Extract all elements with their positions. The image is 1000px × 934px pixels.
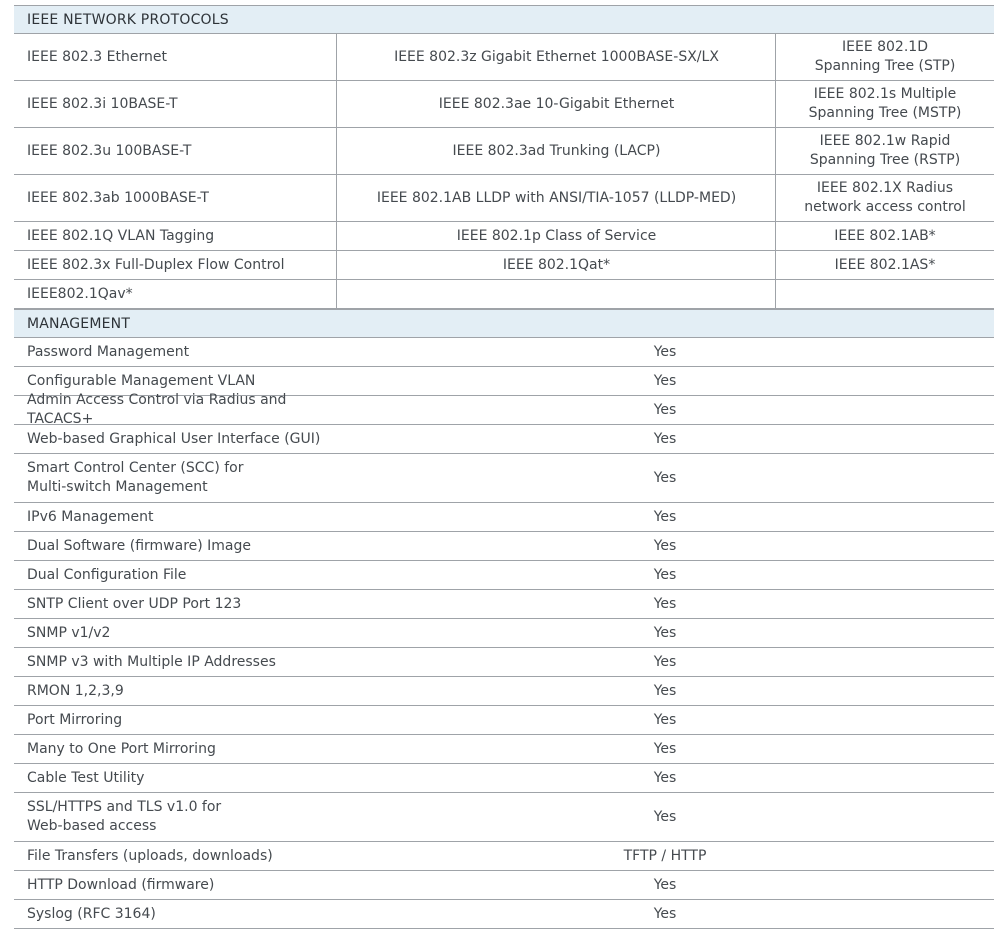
table-row (14, 648, 994, 677)
feature-label: Smart Control Center (SCC) for Multi-switch Management (27, 460, 244, 495)
feature-value: Yes (653, 537, 677, 554)
protocol-cell: IEEE 802.3 Ethernet (27, 48, 167, 65)
table-row (14, 280, 994, 309)
table-row (14, 222, 994, 251)
feature-value: TFTP / HTTP (623, 847, 707, 864)
feature-label: SSL/HTTPS and TLS v1.0 for Web-based access (27, 799, 222, 834)
table-row (14, 677, 994, 706)
protocol-cell (775, 280, 994, 308)
table-row (14, 793, 994, 842)
feature-value: Yes (653, 343, 677, 360)
spec-table (14, 5, 994, 929)
protocol-cell (336, 280, 776, 308)
section-title: MANAGEMENT (27, 316, 131, 332)
feature-label: Dual Configuration File (27, 566, 187, 583)
table-row (14, 590, 994, 619)
feature-label: Cable Test Utility (27, 769, 145, 786)
table-row (14, 454, 994, 503)
protocol-cell: IEEE 802.1s Multiple Spanning Tree (MSTP) (775, 81, 994, 127)
feature-label: Syslog (RFC 3164) (27, 905, 156, 922)
section-header-management (14, 309, 994, 338)
feature-value: Yes (653, 769, 677, 786)
protocol-cell: IEEE 802.1AS* (775, 251, 994, 279)
table-row (14, 251, 994, 280)
protocol-cell: IEEE 802.1w Rapid Spanning Tree (RSTP) (775, 128, 994, 174)
table-row (14, 34, 994, 81)
feature-label: Configurable Management VLAN (27, 372, 256, 389)
protocol-cell: IEEE 802.1AB LLDP with ANSI/TIA-1057 (LLDP-MED) (336, 175, 776, 221)
protocol-cell: IEEE 802.1D Spanning Tree (STP) (775, 34, 994, 80)
table-row (14, 128, 994, 175)
feature-value: Yes (653, 372, 677, 389)
feature-label: Password Management (27, 343, 190, 360)
feature-value: Yes (653, 566, 677, 583)
table-row (14, 81, 994, 128)
protocol-cell: IEEE 802.3i 10BASE-T (27, 95, 178, 112)
protocol-cell: IEEE 802.1X Radius network access control (775, 175, 994, 221)
feature-label: SNMP v1/v2 (27, 624, 111, 641)
table-row (14, 842, 994, 871)
protocol-cell: IEEE 802.1p Class of Service (336, 222, 776, 250)
feature-label: File Transfers (uploads, downloads) (27, 847, 273, 864)
table-row (14, 706, 994, 735)
table-row (14, 619, 994, 648)
feature-label: IPv6 Management (27, 508, 154, 525)
protocol-cell: IEEE 802.3z Gigabit Ethernet 1000BASE-SX/LX (336, 34, 776, 80)
table-row (14, 561, 994, 590)
feature-value: Yes (653, 595, 677, 612)
feature-value: Yes (653, 808, 677, 825)
protocol-cell: IEEE 802.3x Full-Duplex Flow Control (27, 256, 285, 273)
feature-value: Yes (653, 469, 677, 486)
feature-label: Web-based Graphical User Interface (GUI) (27, 430, 321, 447)
table-row (14, 900, 994, 929)
protocol-cell: IEEE 802.3u 100BASE-T (27, 142, 192, 159)
protocol-cell: IEEE 802.1AB* (775, 222, 994, 250)
feature-label: Port Mirroring (27, 711, 123, 728)
feature-value: Yes (653, 624, 677, 641)
protocol-cell: IEEE 802.1Q VLAN Tagging (27, 227, 215, 244)
feature-value: Yes (653, 653, 677, 670)
feature-value: Yes (653, 430, 677, 447)
protocol-cell: IEEE 802.3ab 1000BASE-T (27, 189, 209, 206)
table-row (14, 392, 994, 427)
table-row (14, 425, 994, 454)
protocol-cell: IEEE 802.1Qat* (336, 251, 776, 279)
table-row (14, 871, 994, 900)
feature-value: Yes (653, 876, 677, 893)
feature-label: Dual Software (firmware) Image (27, 537, 252, 554)
section-title: IEEE NETWORK PROTOCOLS (27, 12, 229, 28)
table-row (14, 175, 994, 222)
protocol-cell: IEEE802.1Qav* (27, 285, 133, 302)
protocol-cell: IEEE 802.3ad Trunking (LACP) (336, 128, 776, 174)
feature-label: Admin Access Control via Radius and TACACS+ (27, 392, 287, 427)
feature-value: Yes (653, 401, 677, 418)
feature-label: SNTP Client over UDP Port 123 (27, 595, 242, 612)
table-row (14, 764, 994, 793)
feature-value: Yes (653, 905, 677, 922)
feature-label: Many to One Port Mirroring (27, 740, 216, 757)
table-row (14, 503, 994, 532)
feature-value: Yes (653, 508, 677, 525)
table-row (14, 735, 994, 764)
feature-label: HTTP Download (firmware) (27, 876, 215, 893)
table-row (14, 532, 994, 561)
section-header-ieee-network-protocols (14, 5, 994, 34)
table-row (14, 338, 994, 367)
feature-value: Yes (653, 711, 677, 728)
feature-value: Yes (653, 740, 677, 757)
feature-value: Yes (653, 682, 677, 699)
feature-label: RMON 1,2,3,9 (27, 682, 124, 699)
protocol-cell: IEEE 802.3ae 10-Gigabit Ethernet (336, 81, 776, 127)
feature-label: SNMP v3 with Multiple IP Addresses (27, 653, 276, 670)
